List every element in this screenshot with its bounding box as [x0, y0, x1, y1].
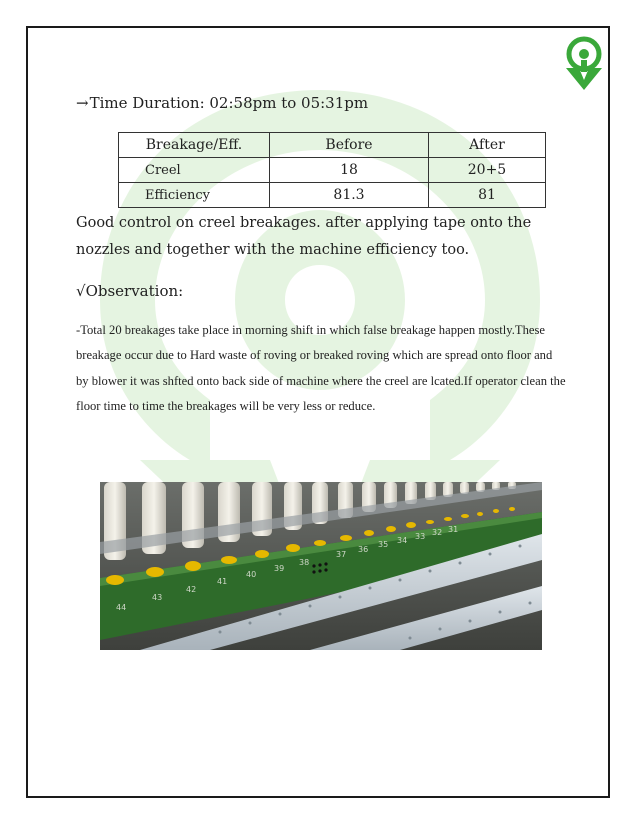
table-cell-after: 20+5: [429, 158, 546, 183]
arrow-right-icon: →: [76, 94, 89, 112]
spindle-number: 41: [217, 577, 228, 586]
spindle-number: 35: [378, 540, 389, 549]
spindle-number: 34: [397, 536, 408, 545]
spindle-number: 42: [186, 585, 197, 594]
spindle-number: 39: [274, 564, 285, 573]
time-duration-text: Time Duration: 02:58pm to 05:31pm: [89, 94, 369, 112]
machine-photo: [100, 482, 542, 650]
spindle-number: 38: [299, 558, 310, 567]
spindle-number: 33: [415, 532, 426, 541]
observation-label: Observation:: [85, 282, 184, 300]
spindle-number: 32: [432, 528, 443, 537]
table-header-row: [119, 133, 546, 158]
check-mark-icon: √: [76, 282, 86, 300]
table-header-before: Before: [270, 133, 429, 158]
observation-paragraph: -Total 20 breakages take place in morning shift in which false breakage happen mostly.These breakage occur due to Hard waste of roving or breaked roving which are spread onto floor and by blower it was shfted onto back side of machine where the creel are lcated.If operator clean the floor time to time the breakages will be very less or reduce.: [76, 323, 566, 413]
spindle-number: 44: [116, 603, 127, 612]
table-row: [119, 158, 546, 183]
spindle-number: 37: [336, 550, 347, 559]
table-cell-label: Creel: [119, 158, 270, 183]
table-cell-before: 81.3: [270, 183, 429, 208]
table-header-after: After: [429, 133, 546, 158]
company-logo-icon: [562, 36, 606, 92]
summary-paragraph: Good control on creel breakages. after applying tape onto the nozzles and together with the machine efficiency too.: [76, 215, 532, 258]
spindle-number: 40: [246, 570, 257, 579]
table-row: [119, 183, 546, 208]
table-cell-label: Efficiency: [119, 183, 270, 208]
spindle-number: 36: [358, 545, 369, 554]
table-cell-after: 81: [429, 183, 546, 208]
observation-heading: [76, 282, 183, 300]
time-duration-line: [76, 94, 368, 112]
spindle-number: 43: [152, 593, 163, 602]
breakage-table: [118, 132, 546, 208]
table-header-breakage: Breakage/Eff.: [119, 133, 270, 158]
table-cell-before: 18: [270, 158, 429, 183]
spindle-number: 31: [448, 525, 459, 534]
